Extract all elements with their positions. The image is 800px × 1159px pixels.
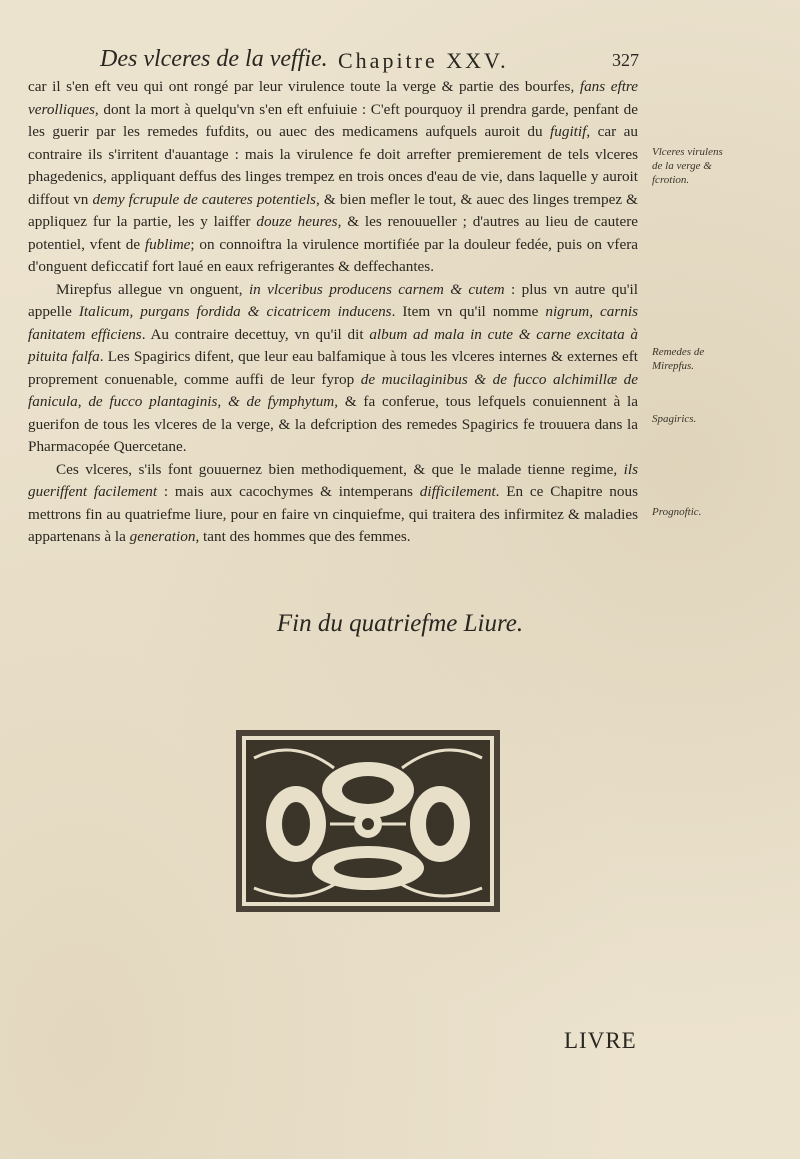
italic-phrase: demy fcrupule de cauteres potentiels xyxy=(92,190,316,208)
text-run: . Item vn qu'il nomme xyxy=(391,303,546,320)
italic-phrase: douze heures xyxy=(256,213,338,230)
italic-phrase: difficilement xyxy=(419,483,496,500)
page-number: 327 xyxy=(612,50,639,70)
paragraph-3 xyxy=(28,459,638,549)
text-run: , & bien mefler le tout, & auec des linges trempez & appliquez fur la partie, les y laiffer xyxy=(28,190,638,230)
italic-phrase: fublime xyxy=(144,235,191,253)
paragraph-1 xyxy=(28,76,638,279)
main-text xyxy=(28,76,638,549)
text-run: , car au contraire ils s'irritent d'auantage : mais la virulence fe doit arrefter premierement de tels vlceres phagedenics, appliquant deffus des linges trempez en trois onces d'eau de vie, dans laquelle y auroit diffout vn xyxy=(28,123,638,208)
text-run: car il s'en eft veu qui ont rongé par leur virulence toute la verge & partie des bourfes, xyxy=(28,78,580,95)
italic-phrase: de mucilaginibus & de fucco alchimillæ de fanicula, de fucco plantaginis, & de fymphytum xyxy=(28,370,638,410)
text-run: Mirepfus allegue vn onguent, xyxy=(56,280,249,298)
italic-phrase: album ad mala in cute & carne excitata à pituita falfa xyxy=(28,325,639,365)
chapter-heading: Chapitre XXV. xyxy=(338,48,509,73)
text-run: , & fa conferue, tous lefquels conuiennent à la guerifon de tous les vlceres de la verge, & la defcription des remedes Spagirics fe trouuera dans la Pharmacopée Quercetane. xyxy=(28,393,638,455)
italic-phrase: in vlceribus producens carnem & cutem xyxy=(248,280,505,298)
closing-line: Fin du quatriefme Liure. xyxy=(276,610,524,637)
text-run: : plus vn autre qu'il appelle xyxy=(28,280,638,320)
margin-note-prognostic: Prognoftic. xyxy=(652,506,702,518)
text-run: . Les Spagirics difent, que leur eau balfamique à tous les vlceres internes & externes eft proprement conuenable, comme auffi de leur fyrop xyxy=(28,348,638,388)
text-run: . En ce Chapitre nous mettrons fin au quatriefme liure, pour en faire vn cinquiefme, qui traitera des infirmitez & maladies appartenans à la xyxy=(28,483,638,545)
italic-phrase: fugitif xyxy=(550,123,587,140)
italic-phrase: nigrum, carnis fanitatem efficiens xyxy=(28,303,638,343)
ornament-vignette-icon xyxy=(234,728,502,914)
margin-note-spagirics: Spagirics. xyxy=(652,413,697,425)
text-run: Ces vlceres, s'ils font gouuernez bien methodiquement, & que le malade tienne regime, xyxy=(56,460,624,478)
italic-phrase: Italicum, purgans fordida & cicatricem inducens xyxy=(78,303,392,320)
italic-phrase: ils gueriffent facilement xyxy=(28,460,638,500)
italic-phrase: fans eftre verolliques xyxy=(28,78,638,118)
text-run: , tant des hommes que des femmes. xyxy=(195,528,411,545)
text-run: : mais aux cacochymes & intemperans xyxy=(157,483,420,500)
text-run: , dont la mort à quelqu'vn s'en eft enfuiuie : C'eft pourquoy il prendra garde, penfant de les guerir par les remedes fufdits, ou auec des medicamens aufquels auroit du xyxy=(28,100,638,140)
margin-note-vlceres: Vlceres virulens de la verge & fcrotion. xyxy=(652,146,723,186)
text-run: ; on connoiftra la virulence mortifiée par la douleur fedée, puis on vfera d'onguent deficcatif fort laué en eaux refrigerantes & deffechantes. xyxy=(28,235,638,275)
catchword: LIVRE xyxy=(564,1028,637,1053)
text-run: , & les renouueller ; d'autres au lieu de cautere potentiel, vfent de xyxy=(28,213,639,253)
margin-note-remedes: Remedes de Mirepfus. xyxy=(652,346,705,372)
italic-phrase: generation xyxy=(129,528,196,545)
paragraph-2 xyxy=(28,279,638,459)
running-title: Des vlceres de la veffie. xyxy=(100,46,328,72)
text-run: . Au contraire decettuy, vn qu'il dit xyxy=(141,325,370,343)
